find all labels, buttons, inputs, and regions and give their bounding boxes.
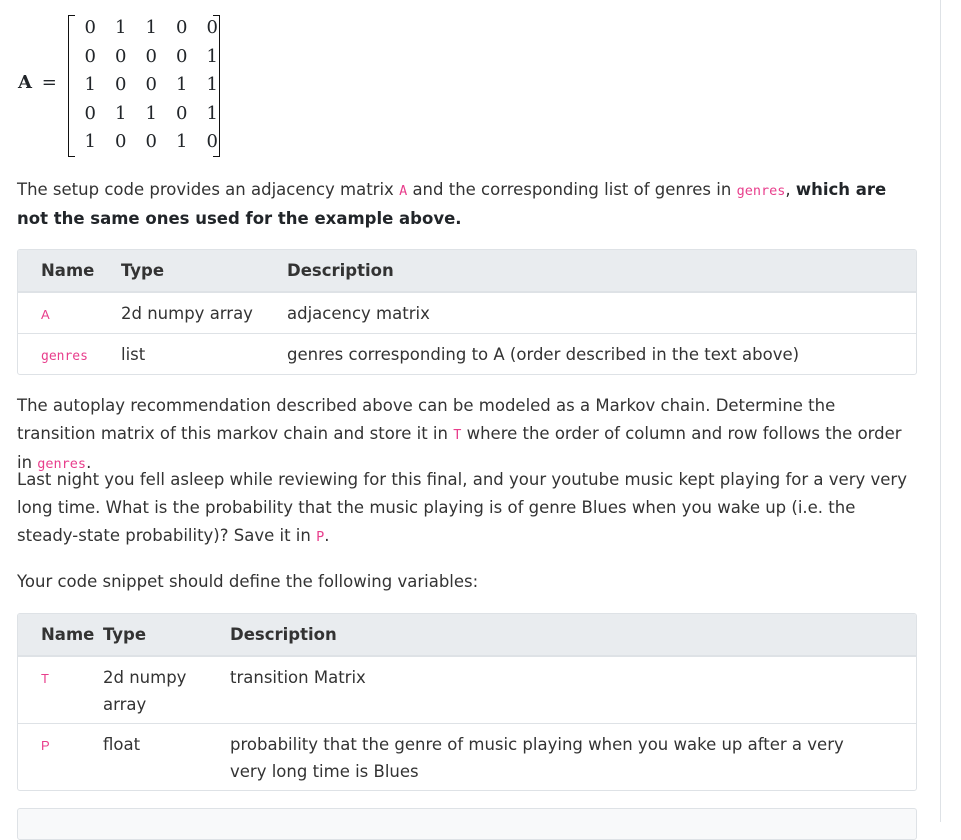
markov-text-1: The autoplay recommendation described above can be modeled as a Markov chain. Determine the transition matrix of this markov chain and store it in <box>17 396 836 443</box>
var-type: 2d numpy array <box>121 303 253 323</box>
setup-text-3: , <box>785 180 796 199</box>
markov-text-3: . <box>86 453 92 472</box>
matrix-cell: 0 <box>145 45 157 67</box>
code-genres: genres <box>37 456 87 472</box>
matrix-cell: 0 <box>176 102 188 124</box>
matrix-cell: 0 <box>84 17 96 38</box>
matrix-row <box>75 71 228 99</box>
matrix-cell: 1 <box>115 17 127 38</box>
var-name: genres <box>41 348 88 364</box>
matrix-cell: 0 <box>115 131 127 153</box>
matrix-cell: 1 <box>176 74 188 96</box>
table-row <box>18 656 916 723</box>
setup-text-2: and the corresponding list of genres in <box>407 180 737 199</box>
table-row <box>18 292 916 333</box>
markov-text-2: where the order of column and row follows the order in <box>17 424 902 472</box>
matrix-row <box>75 100 228 128</box>
matrix-body <box>68 12 220 160</box>
matrix-cell: 0 <box>84 102 96 124</box>
table-header <box>18 250 916 292</box>
matrix-row <box>75 14 228 42</box>
matrix-symbol: A <box>18 72 32 93</box>
matrix-cell: 1 <box>145 102 157 124</box>
steady-state-text-2: . <box>324 526 330 545</box>
matrix-row <box>75 43 228 71</box>
output-variables-table <box>17 613 917 791</box>
setup-paragraph <box>17 176 912 233</box>
matrix-label <box>18 72 57 93</box>
var-name: T <box>41 671 49 686</box>
header-description: Description <box>287 261 394 280</box>
header-name: Name <box>41 625 95 644</box>
matrix-cell: 1 <box>84 131 96 153</box>
matrix-cell: 1 <box>206 102 218 124</box>
matrix-cell: 0 <box>206 17 218 38</box>
header-description: Description <box>230 625 337 644</box>
code-A: A <box>399 183 408 199</box>
var-description: adjacency matrix <box>287 303 430 323</box>
matrix-cell: 0 <box>115 45 127 67</box>
code-genres: genres <box>736 183 786 199</box>
matrix-cell: 0 <box>176 17 188 38</box>
matrix-cell: 1 <box>206 45 218 67</box>
left-bracket <box>68 15 75 157</box>
var-name: A <box>41 306 50 322</box>
var-type: float <box>103 735 141 754</box>
var-description: probability that the genre of music playing when you wake up after a very very long time is Blues <box>230 735 844 781</box>
setup-variables-table <box>17 249 917 375</box>
setup-bold-note: which are not the same ones used for the example above. <box>17 180 887 228</box>
equals-sign: = <box>41 72 57 93</box>
matrix-row <box>75 128 228 156</box>
page-divider <box>940 0 941 822</box>
setup-text-1: The setup code provides an adjacency matrix <box>17 180 400 199</box>
steady-state-paragraph <box>17 466 912 551</box>
matrix-cell: 0 <box>176 45 188 67</box>
matrix-cell: 0 <box>145 74 157 96</box>
var-description: transition Matrix <box>230 668 366 687</box>
var-name: P <box>41 738 50 753</box>
define-variables-paragraph: Your code snippet should define the following variables: <box>17 572 479 591</box>
table-row <box>18 333 916 374</box>
matrix-cell: 0 <box>115 74 127 96</box>
matrix-cell: 1 <box>206 74 218 96</box>
matrix-cell: 1 <box>176 131 188 153</box>
code-P: P <box>316 529 325 545</box>
matrix-cell: 1 <box>145 17 157 38</box>
matrix-cell: 0 <box>206 131 218 153</box>
code-T: T <box>453 427 462 443</box>
table-row <box>18 723 916 790</box>
table-header <box>18 614 916 656</box>
header-type: Type <box>103 625 147 644</box>
matrix-cell: 1 <box>115 102 127 124</box>
var-description: genres corresponding to A (order described in the text above) <box>287 344 800 364</box>
header-name: Name <box>41 261 95 280</box>
matrix-cell: 0 <box>145 131 157 153</box>
var-type: list <box>121 344 146 364</box>
matrix-cell: 0 <box>84 45 96 67</box>
var-type: 2d numpy array <box>103 668 187 714</box>
next-panel <box>17 808 917 840</box>
steady-state-text-1: Last night you fell asleep while reviewing for this final, and your youtube music kept playing for a very very long time. What is the probability that the music playing is of genre Blues when you wake up (i.e. the steady-state probability)? Save it in <box>17 470 907 545</box>
header-type: Type <box>121 261 165 280</box>
matrix-cell: 1 <box>84 74 96 96</box>
